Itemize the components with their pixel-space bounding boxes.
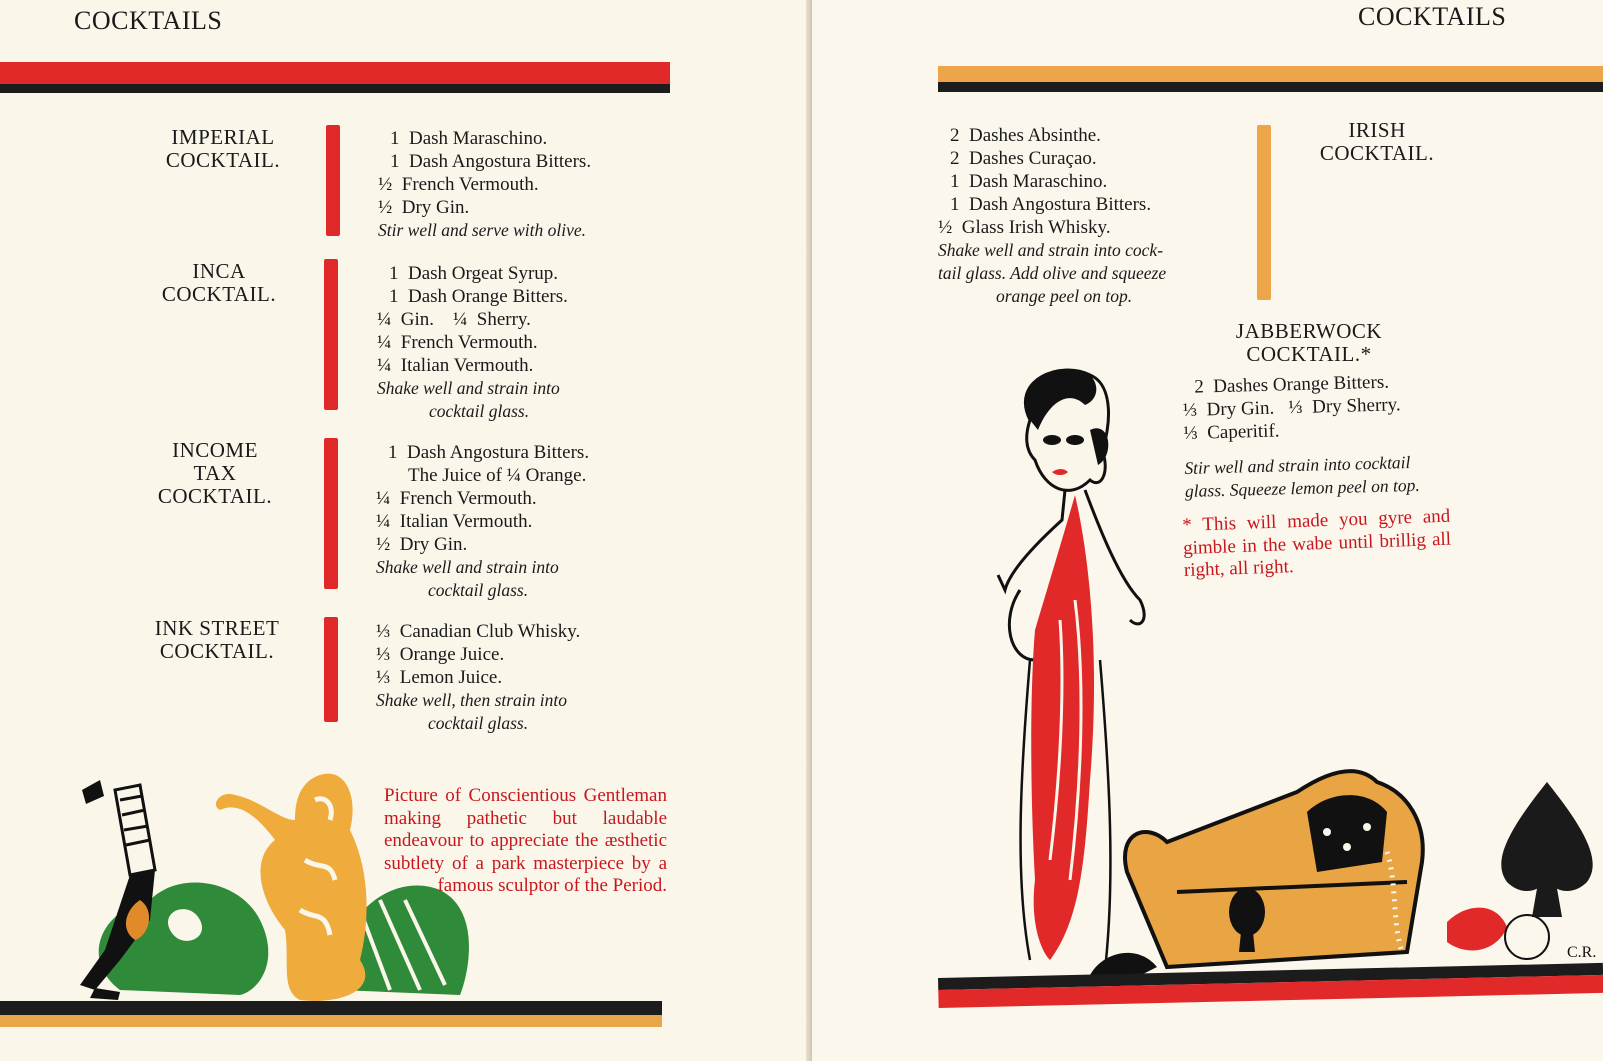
ingredient-line: ½ Dry Gin. (376, 534, 468, 555)
recipe-jabberwock (1182, 368, 1475, 503)
ingredient-line: ⅓ Canadian Club Whisky. (376, 621, 581, 642)
recipe-divider (324, 617, 338, 722)
recipe-title-income-tax: INCOME TAX COCKTAIL. (157, 438, 273, 508)
recipe-instructions: cocktail glass. (429, 401, 530, 421)
recipe-instructions: Shake well, then strain into (376, 690, 568, 710)
recipe-inca (377, 262, 667, 423)
ingredient-line: 1 Dash Angostura Bitters. (390, 151, 592, 172)
recipe-title-imperial: IMPERIAL COCKTAIL. (165, 125, 281, 172)
right-page-header: COCKTAILS (1358, 2, 1507, 31)
illustrator-signature: C.R. (1567, 944, 1597, 961)
ingredient-line: ⅓ Dry Gin. ⅓ Dry Sherry. (1182, 394, 1401, 421)
ingredient-line: ½ Glass Irish Whisky. (938, 217, 1111, 238)
recipe-title-jabberwock: JABBERWOCK COCKTAIL.* (1235, 319, 1383, 366)
recipe-title-inca: INCA COCKTAIL. (161, 259, 277, 306)
ingredient-line: 2 Dashes Absinthe. (950, 125, 1101, 146)
recipe-divider (324, 259, 338, 410)
recipe-income-tax (376, 441, 666, 602)
recipe-irish (938, 124, 1228, 308)
recipe-title-ink-street: INK STREET COCKTAIL. (154, 616, 280, 663)
ingredient-line: ⅓ Lemon Juice. (376, 667, 503, 688)
recipe-instructions: Shake well and strain into (376, 557, 559, 577)
jabberwock-footnote: * This will made you gyre and gimble in the wabe until brillig all right, all right. (1182, 505, 1452, 581)
recipe-instructions: orange peel on top. (996, 286, 1133, 306)
ingredient-line: ¼ French Vermouth. (376, 488, 537, 509)
ingredient-line: ⅓ Caperitif. (1183, 420, 1280, 444)
ingredient-line: 1 Dash Orgeat Syrup. (389, 263, 559, 284)
recipe-instructions: tail glass. Add olive and squeeze (938, 263, 1167, 283)
ingredient-line: 2 Dashes Orange Bitters. (1194, 371, 1390, 398)
recipe-instructions: cocktail glass. (428, 580, 529, 600)
ingredient-line: ½ French Vermouth. (378, 174, 539, 195)
left-top-band (0, 62, 670, 93)
recipe-imperial (378, 127, 668, 242)
left-page-header: COCKTAILS (74, 6, 223, 35)
ingredient-line: ¼ Italian Vermouth. (377, 355, 534, 376)
recipe-instructions: cocktail glass. (428, 713, 529, 733)
ingredient-line: 1 Dash Angostura Bitters. (950, 194, 1152, 215)
ingredient-line: 1 Dash Orange Bitters. (389, 286, 568, 307)
illustration-caption: Picture of Conscientious Gentleman making pathetic but laudable endeavour to appreciate the æsthetic subtlety of a park masterpiece by a famous sculptor of the Period. (384, 785, 667, 896)
ingredient-line: 1 Dash Angostura Bitters. (388, 442, 590, 463)
ingredient-line: ⅓ Orange Juice. (376, 644, 505, 665)
right-page (812, 0, 1603, 1061)
recipe-instructions: glass. Squeeze lemon peel on top. (1184, 474, 1420, 501)
recipe-instructions: Stir well and serve with olive. (378, 220, 587, 240)
recipe-divider (324, 438, 338, 589)
recipe-divider (1257, 125, 1271, 300)
treasure-chest-illustration (1027, 752, 1603, 992)
ingredient-line: ¼ French Vermouth. (377, 332, 538, 353)
ingredient-line: ¼ Gin. ¼ Sherry. (377, 309, 531, 330)
recipe-title-irish: IRISH COCKTAIL. (1319, 118, 1435, 165)
ingredient-line: 1 Dash Maraschino. (390, 128, 548, 149)
left-bottom-band (0, 1001, 662, 1027)
ingredient-line: ½ Dry Gin. (378, 197, 470, 218)
ingredient-line: The Juice of ¼ Orange. (408, 465, 587, 486)
right-top-band (938, 66, 1603, 92)
ingredient-line: ¼ Italian Vermouth. (376, 511, 533, 532)
recipe-divider (326, 125, 340, 236)
ingredient-line: 1 Dash Maraschino. (950, 171, 1108, 192)
ingredient-line: 2 Dashes Curaçao. (950, 148, 1097, 169)
recipe-instructions: Shake well and strain into cock- (938, 240, 1164, 260)
recipe-instructions: Stir well and strain into cocktail (1184, 452, 1411, 478)
recipe-ink-street (376, 620, 666, 735)
recipe-instructions: Shake well and strain into (377, 378, 560, 398)
